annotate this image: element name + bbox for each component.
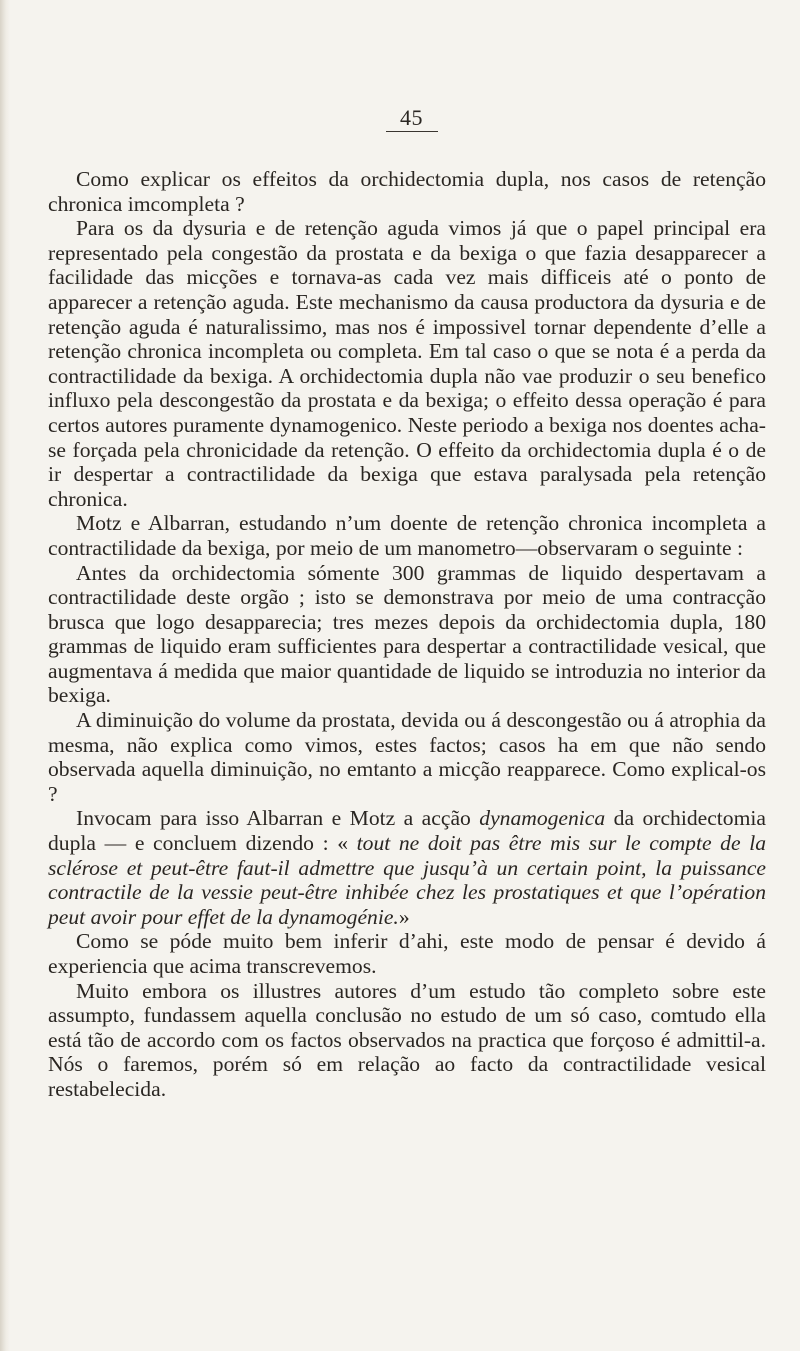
french-quotation: tout ne doit pas être mis sur le compte de la sclérose et peut-être faut-il admettre que jusqu’à un certain point, la puissance contractile de la vessie peut-être inhibée chez les prostatiques et que l’opération peut avoir pour effet de la dynamogénie. bbox=[48, 831, 766, 929]
italic-term: dynamogenica bbox=[479, 806, 606, 831]
closing-quote-mark: » bbox=[398, 904, 410, 929]
page-number: 45 bbox=[400, 105, 423, 130]
text-segment: Invocam para isso Albarran e Motz a acção bbox=[76, 806, 480, 831]
paragraph: Como se póde muito bem inferir d’ahi, este modo de pensar é devido á experiencia que acima transcrevemos. bbox=[48, 929, 766, 978]
body-text bbox=[48, 167, 766, 1102]
paragraph-with-quote bbox=[48, 806, 766, 929]
paragraph: Muito embora os illustres autores d’um estudo tão completo sobre este assumpto, fundassem aquella conclusão no estudo de um só caso, comtudo ella está tão de accordo com os factos observados na practica que forçoso é admittil-a. Nós o faremos, porém só em relação ao facto da contractilidade vesical restabelecida. bbox=[48, 978, 766, 1101]
paragraph: Antes da orchidectomia sómente 300 grammas de liquido despertavam a contractilidade deste orgão ; isto se demonstrava por meio de uma contracção brusca que logo desapparecia; tres mezes depois da orchidectomia dupla, 180 grammas de liquido eram sufficientes para despertar a contractilidade vesical, que augmentava á medida que maior quantidade de liquido se introduzia no interior da bexiga. bbox=[48, 560, 766, 708]
page-edge-shadow bbox=[0, 0, 10, 1351]
paragraph: Para os da dysuria e de retenção aguda vimos já que o papel principal era representado pela congestão da prostata e da bexiga o que fazia desapparecer a facilidade das micções e tornava-as cada vez mais difficeis até o ponto de apparecer a retenção aguda. Este mechanismo da causa productora da dysuria e de retenção aguda é naturalissimo, mas nos é impossivel tornar dependente d’elle a retenção chronica incompleta ou completa. Em tal caso o que se nota é a perda da contractilidade da bexiga. A orchidectomia dupla não vae produzir o seu benefico influxo pela descongestão da prostata e da bexiga; o effeito dessa operação é para certos autores puramente dynamogenico. Neste periodo a bexiga nos doentes acha-se forçada pela chronicidade da retenção. O effeito da orchidectomia dupla é o de ir despertar a contractilidade da bexiga que estava paralysada pela retenção chronica. bbox=[48, 216, 766, 511]
paragraph: Como explicar os effeitos da orchidectomia dupla, nos casos de retenção chronica imcompleta ? bbox=[48, 167, 766, 216]
page-number-underline bbox=[386, 131, 438, 132]
text-segment: da orchidectomia dupla — e concluem dizendo : « bbox=[48, 806, 766, 856]
paragraph: A diminuição do volume da prostata, devida ou á descongestão ou á atrophia da mesma, não explica como vimos, estes factos; casos ha em que não sendo observada aquella diminuição, no emtanto a micção reapparece. Como explical-os ? bbox=[48, 708, 766, 806]
paragraph: Motz e Albarran, estudando n’um doente de retenção chronica incompleta a contractilidade da bexiga, por meio de um manometro—observaram o seguinte : bbox=[48, 511, 766, 560]
